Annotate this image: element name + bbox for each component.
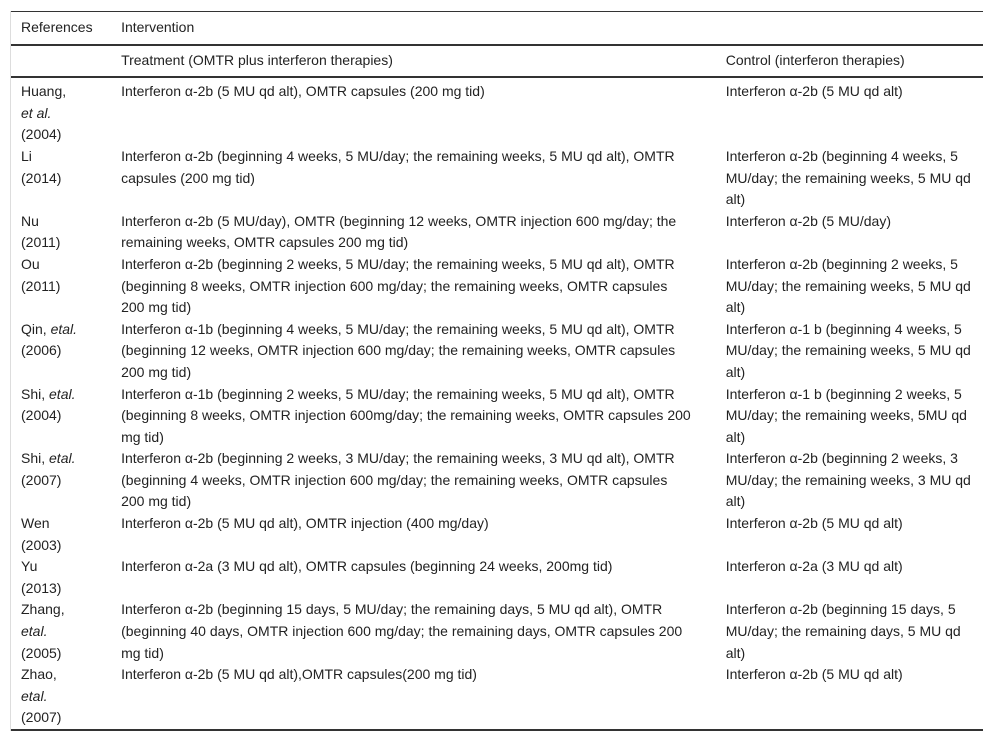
- ref-author: Huang,: [21, 83, 67, 100]
- treatment-cell: Interferon α-2a (3 MU qd alt), OMTR capsules (beginning 24 weeks, 200mg tid): [121, 558, 613, 575]
- reference-cell: [11, 664, 111, 730]
- ref-year: (2014): [21, 169, 62, 186]
- intervention-table: [11, 11, 983, 731]
- treatment-cell: Interferon α-2b (beginning 2 weeks, 3 MU/day; the remaining weeks, 3 MU qd alt), OMTR (beginning 4 weeks, OMTR injection 600 mg/day; the remaining weeks, OMTR capsules 200 mg tid): [121, 450, 675, 510]
- ref-author: Shi,: [21, 385, 46, 402]
- header-control: Control (interferon therapies): [716, 45, 983, 78]
- ref-etal: etal.: [21, 623, 48, 640]
- table-row: [11, 211, 983, 254]
- header-treatment: Treatment (OMTR plus interferon therapies): [111, 45, 716, 78]
- treatment-cell: Interferon α-1b (beginning 2 weeks, 5 MU/day; the remaining weeks, 5 MU qd alt), OMTR (beginning 8 weeks, OMTR injection 600mg/day; the remaining weeks, OMTR capsules 200 mg tid): [121, 385, 691, 445]
- ref-author: Ou: [21, 255, 40, 272]
- control-cell: Interferon α-2a (3 MU qd alt): [725, 558, 903, 575]
- ref-year: (2007): [21, 471, 62, 488]
- reference-cell: [11, 146, 111, 211]
- ref-year: (2007): [21, 709, 62, 726]
- ref-etal: etal.: [49, 385, 76, 402]
- ref-year: (2005): [21, 644, 62, 661]
- ref-author: Li: [21, 147, 32, 164]
- table-row: [11, 513, 983, 556]
- treatment-cell: Interferon α-2b (5 MU/day), OMTR (beginning 12 weeks, OMTR injection 600 mg/day; the remaining weeks, OMTR capsules 200 mg tid): [121, 212, 677, 251]
- ref-author: Qin,: [21, 320, 47, 337]
- table-row: [11, 77, 983, 146]
- reference-cell: [11, 211, 111, 254]
- control-cell: Interferon α-1 b (beginning 2 weeks, 5 MU/day; the remaining weeks, 5MU qd alt): [725, 385, 967, 445]
- reference-cell: [11, 319, 111, 384]
- control-cell: Interferon α-2b (5 MU qd alt): [716, 664, 983, 730]
- header-intervention: Intervention: [111, 12, 983, 45]
- reference-cell: [11, 556, 111, 599]
- reference-cell: [11, 599, 111, 664]
- treatment-cell: Interferon α-2b (beginning 15 days, 5 MU/day; the remaining days, 5 MU qd alt), OMTR (beginning 40 days, OMTR injection 600 mg/day; the remaining days, OMTR capsules 200 mg tid): [121, 601, 683, 661]
- table-row: [11, 664, 983, 730]
- reference-cell: [11, 254, 111, 319]
- ref-year: (2011): [21, 234, 61, 251]
- ref-etal: etal.: [50, 320, 78, 337]
- control-cell: Interferon α-2b (beginning 2 weeks, 5 MU/day; the remaining weeks, 5 MU qd alt): [725, 255, 971, 316]
- ref-year: (2006): [21, 342, 62, 359]
- treatment-cell: Interferon α-2b (5 MU qd alt), OMTR capsules (200 mg tid): [121, 83, 485, 100]
- control-cell: Interferon α-2b (beginning 2 weeks, 3 MU/day; the remaining weeks, 3 MU qd alt): [725, 450, 971, 510]
- table-row: [11, 384, 983, 449]
- header-references: References: [11, 12, 111, 45]
- table-row: [11, 448, 983, 513]
- control-cell: Interferon α-2b (5 MU/day): [725, 212, 891, 229]
- table-row: [11, 146, 983, 211]
- control-cell: Interferon α-2b (5 MU qd alt): [725, 515, 903, 532]
- control-cell: Interferon α-2b (beginning 4 weeks, 5 MU/day; the remaining weeks, 5 MU qd alt): [725, 147, 971, 208]
- treatment-cell: Interferon α-2b (beginning 4 weeks, 5 MU/day; the remaining weeks, 5 MU qd alt), OMTR capsules (200 mg tid): [121, 147, 675, 186]
- ref-year: (2004): [21, 407, 62, 424]
- control-cell: Interferon α-2b (beginning 15 days, 5 MU/day; the remaining days, 5 MU qd alt): [725, 601, 961, 661]
- reference-cell: [11, 513, 111, 556]
- ref-author: Zhang,: [21, 601, 65, 618]
- ref-etal: etal.: [21, 687, 48, 704]
- reference-cell: [11, 448, 111, 513]
- treatment-cell: Interferon α-2b (5 MU qd alt), OMTR injection (400 mg/day): [121, 515, 489, 532]
- ref-author: Wen: [21, 515, 50, 532]
- control-cell: Interferon α-2b (5 MU qd alt): [725, 83, 903, 100]
- table-row: [11, 254, 983, 319]
- ref-author: Zhao,: [21, 666, 57, 683]
- ref-author: Yu: [21, 558, 38, 575]
- reference-cell: [11, 384, 111, 449]
- control-cell: Interferon α-1 b (beginning 4 weeks, 5 MU/day; the remaining weeks, 5 MU qd alt): [725, 320, 971, 380]
- header-row: [11, 12, 983, 45]
- treatment-cell: Interferon α-2b (5 MU qd alt),OMTR capsules(200 mg tid): [111, 664, 716, 730]
- treatment-cell: Interferon α-2b (beginning 2 weeks, 5 MU/day; the remaining weeks, 5 MU qd alt), OMTR (beginning 8 weeks, OMTR injection 600 mg/day; the remaining weeks, OMTR capsules 200 mg tid): [121, 255, 675, 316]
- reference-cell: [11, 77, 111, 146]
- ref-author: Shi,: [21, 450, 46, 467]
- ref-year: (2011): [21, 277, 61, 294]
- subheader-row: [11, 45, 983, 78]
- ref-etal: etal.: [49, 450, 76, 467]
- ref-year: (2004): [21, 126, 62, 143]
- table-row: [11, 319, 983, 384]
- ref-year: (2013): [21, 579, 62, 596]
- table-row: [11, 599, 983, 664]
- intervention-table-container: [10, 11, 983, 731]
- ref-year: (2003): [21, 536, 62, 553]
- treatment-cell: Interferon α-1b (beginning 4 weeks, 5 MU/day; the remaining weeks, 5 MU qd alt), OMTR (beginning 12 weeks, OMTR injection 600 mg/day; the remaining weeks, OMTR capsules 200 mg tid): [121, 320, 676, 380]
- table-row: [11, 556, 983, 599]
- ref-etal: et al.: [21, 104, 52, 121]
- ref-author: Nu: [21, 212, 39, 229]
